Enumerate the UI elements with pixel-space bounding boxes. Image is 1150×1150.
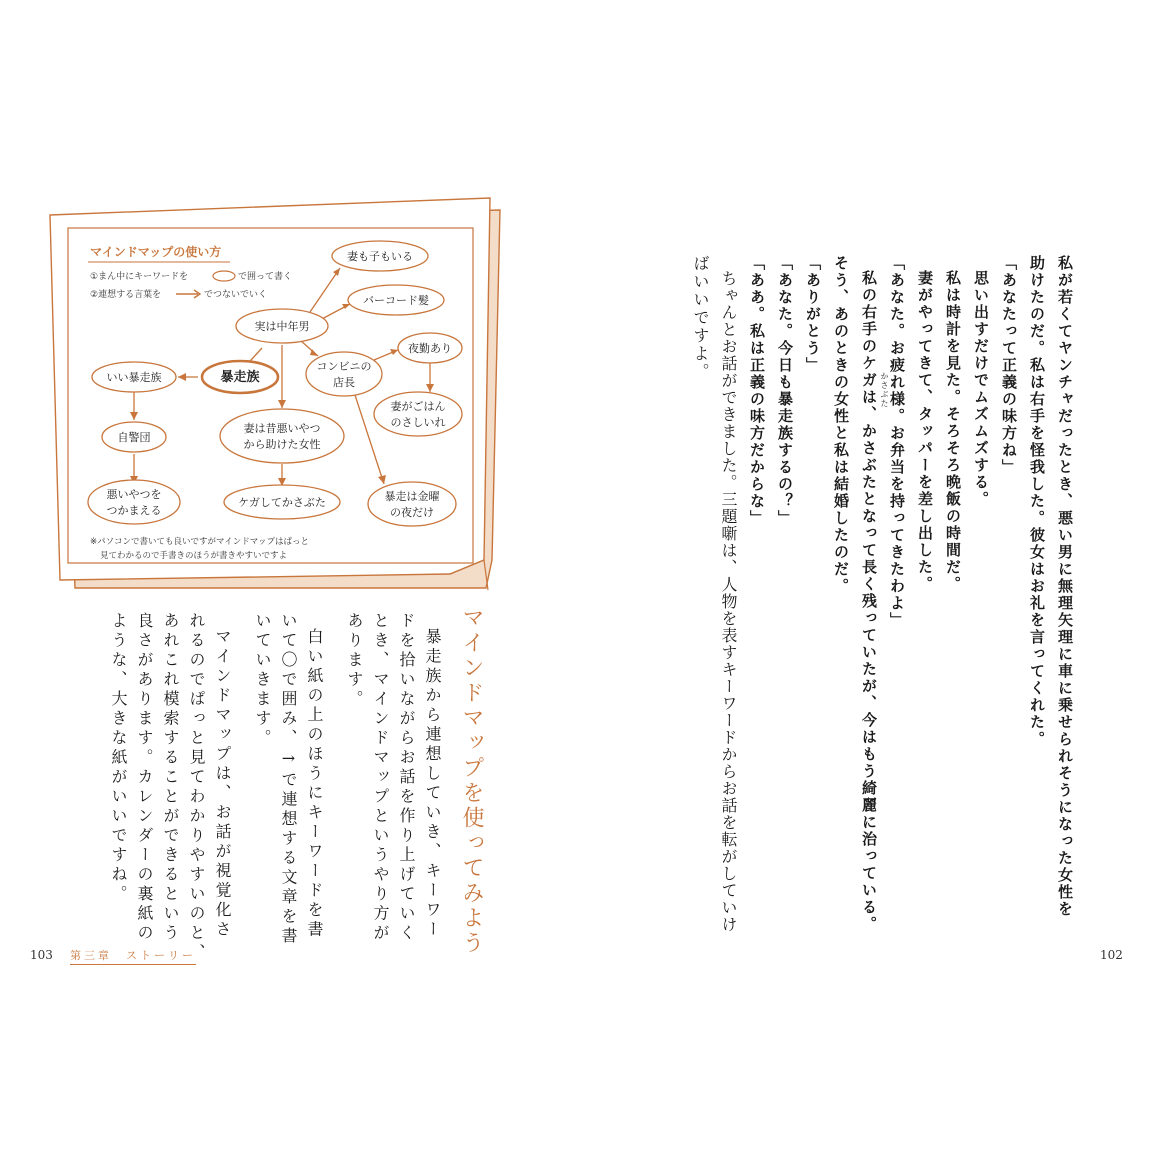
mindmap-node: 妻がごはん xyxy=(390,400,446,413)
text-column: 暴走族から連想していき、キーワー xyxy=(423,628,442,940)
page-number-right: 102 xyxy=(1100,948,1123,962)
text-column: 「ありがとう」 xyxy=(804,255,822,374)
text-column: 思い出すだけでムズムズする。 xyxy=(972,270,990,508)
text-column: 妻がやってきて、タッパーを差し出した。 xyxy=(916,270,934,593)
text-column: あれこれ模索することができるという xyxy=(161,612,180,944)
section-heading: マインドマップを使ってみよう xyxy=(459,606,484,956)
mindmap-node: 暴走は金曜 xyxy=(384,490,440,503)
mindmap-note: 見てわかるので手書きのほうが書きやすいですよ xyxy=(100,551,288,561)
text-column: 私は時計を見た。そろそろ晩飯の時間だ。 xyxy=(944,270,962,593)
mindmap-node: つかまえる xyxy=(106,504,162,517)
text-column: ドを拾いながらお話を作り上げていく xyxy=(397,612,416,944)
mindmap-node: 妻も子もいる xyxy=(347,250,413,263)
mindmap-title: マインドマップの使い方 xyxy=(90,245,222,259)
text-column: 「あなた。お疲れ様。お弁当を持ってきたわよ」 xyxy=(888,255,906,629)
text-column: 助けたのだ。私は右手を怪我した。彼女はお礼を言ってくれた。 xyxy=(1028,255,1046,748)
mindmap-node: 妻は昔悪いやつ xyxy=(243,422,321,435)
text-column: 良さがあります。カレンダーの裏紙の xyxy=(135,612,154,944)
mindmap-node: のさしいれ xyxy=(390,416,446,429)
mindmap-node: バーコード髪 xyxy=(363,294,429,307)
text-column: ちゃんとお話ができました。三題噺は、人物を表すキーワードからお話を転がしていけ xyxy=(719,270,738,933)
chapter-label: 第三章 ストーリー xyxy=(70,947,196,965)
ruby-text: かさぶた xyxy=(880,372,889,408)
mindmap-node: 夜勤あり xyxy=(408,342,452,355)
text-column: とき、マインドマップというやり方が xyxy=(371,612,390,944)
text-column: 白い紙の上のほうにキーワードを書 xyxy=(305,628,324,940)
mindmap-instruction: ②連想する言葉を xyxy=(90,290,162,300)
text-column: いて〇で囲み、→で連想する文章を書 xyxy=(279,612,298,947)
page-number-left: 103 xyxy=(30,948,53,962)
text-column: れるのでぱっと見てわかりやすいのと、 xyxy=(187,612,206,963)
mindmap-note: ※パソコンで書いても良いですがマインドマップはぱっと xyxy=(90,537,309,547)
mindmap-node: から助けた女性 xyxy=(243,438,321,451)
mindmap-node: 店長 xyxy=(333,376,355,389)
text-column: 「ああ。私は正義の味方だからな」 xyxy=(748,255,766,527)
mindmap-instruction: でつないでいく xyxy=(204,290,268,300)
text-column: ような、大きな紙がいいですね。 xyxy=(109,612,128,905)
mindmap-node: 悪いやつを xyxy=(106,488,162,501)
text-column: ばいいですよ。 xyxy=(691,255,710,381)
text-column: 私が若くてヤンチャだったとき、悪い男に無理矢理に車に乗せられそうになった女性を xyxy=(1056,255,1074,918)
mindmap-node: いい暴走族 xyxy=(106,371,162,384)
text-column: 「あなたって正義の味方ね」 xyxy=(1000,255,1018,476)
mindmap-node: ケガしてかさぶた xyxy=(238,496,326,509)
text-column: そう、あのときの女性と私は結婚したのだ。 xyxy=(832,255,850,595)
mindmap-center-node: 暴走族 xyxy=(220,370,260,385)
text-column: あります。 xyxy=(345,612,364,710)
text-column: 私の右手のケガは、かさぶたとなって長く残っていたが、今はもう綺麗に治っている。 xyxy=(860,270,878,933)
mindmap-instruction: で囲って書く xyxy=(238,272,293,282)
text-column: いていきます。 xyxy=(253,612,272,749)
mindmap-instruction: ①まん中にキーワードを xyxy=(90,272,189,282)
text-column: マインドマップは、お話が視覚化さ xyxy=(213,628,232,940)
mindmap-node: 自警団 xyxy=(117,431,151,444)
mindmap-node: 実は中年男 xyxy=(254,320,310,333)
mindmap-node: の夜だけ xyxy=(390,506,434,519)
text-column: 「あなた。今日も暴走族するの？」 xyxy=(776,255,794,527)
mindmap-node: コンビニの xyxy=(316,360,372,373)
